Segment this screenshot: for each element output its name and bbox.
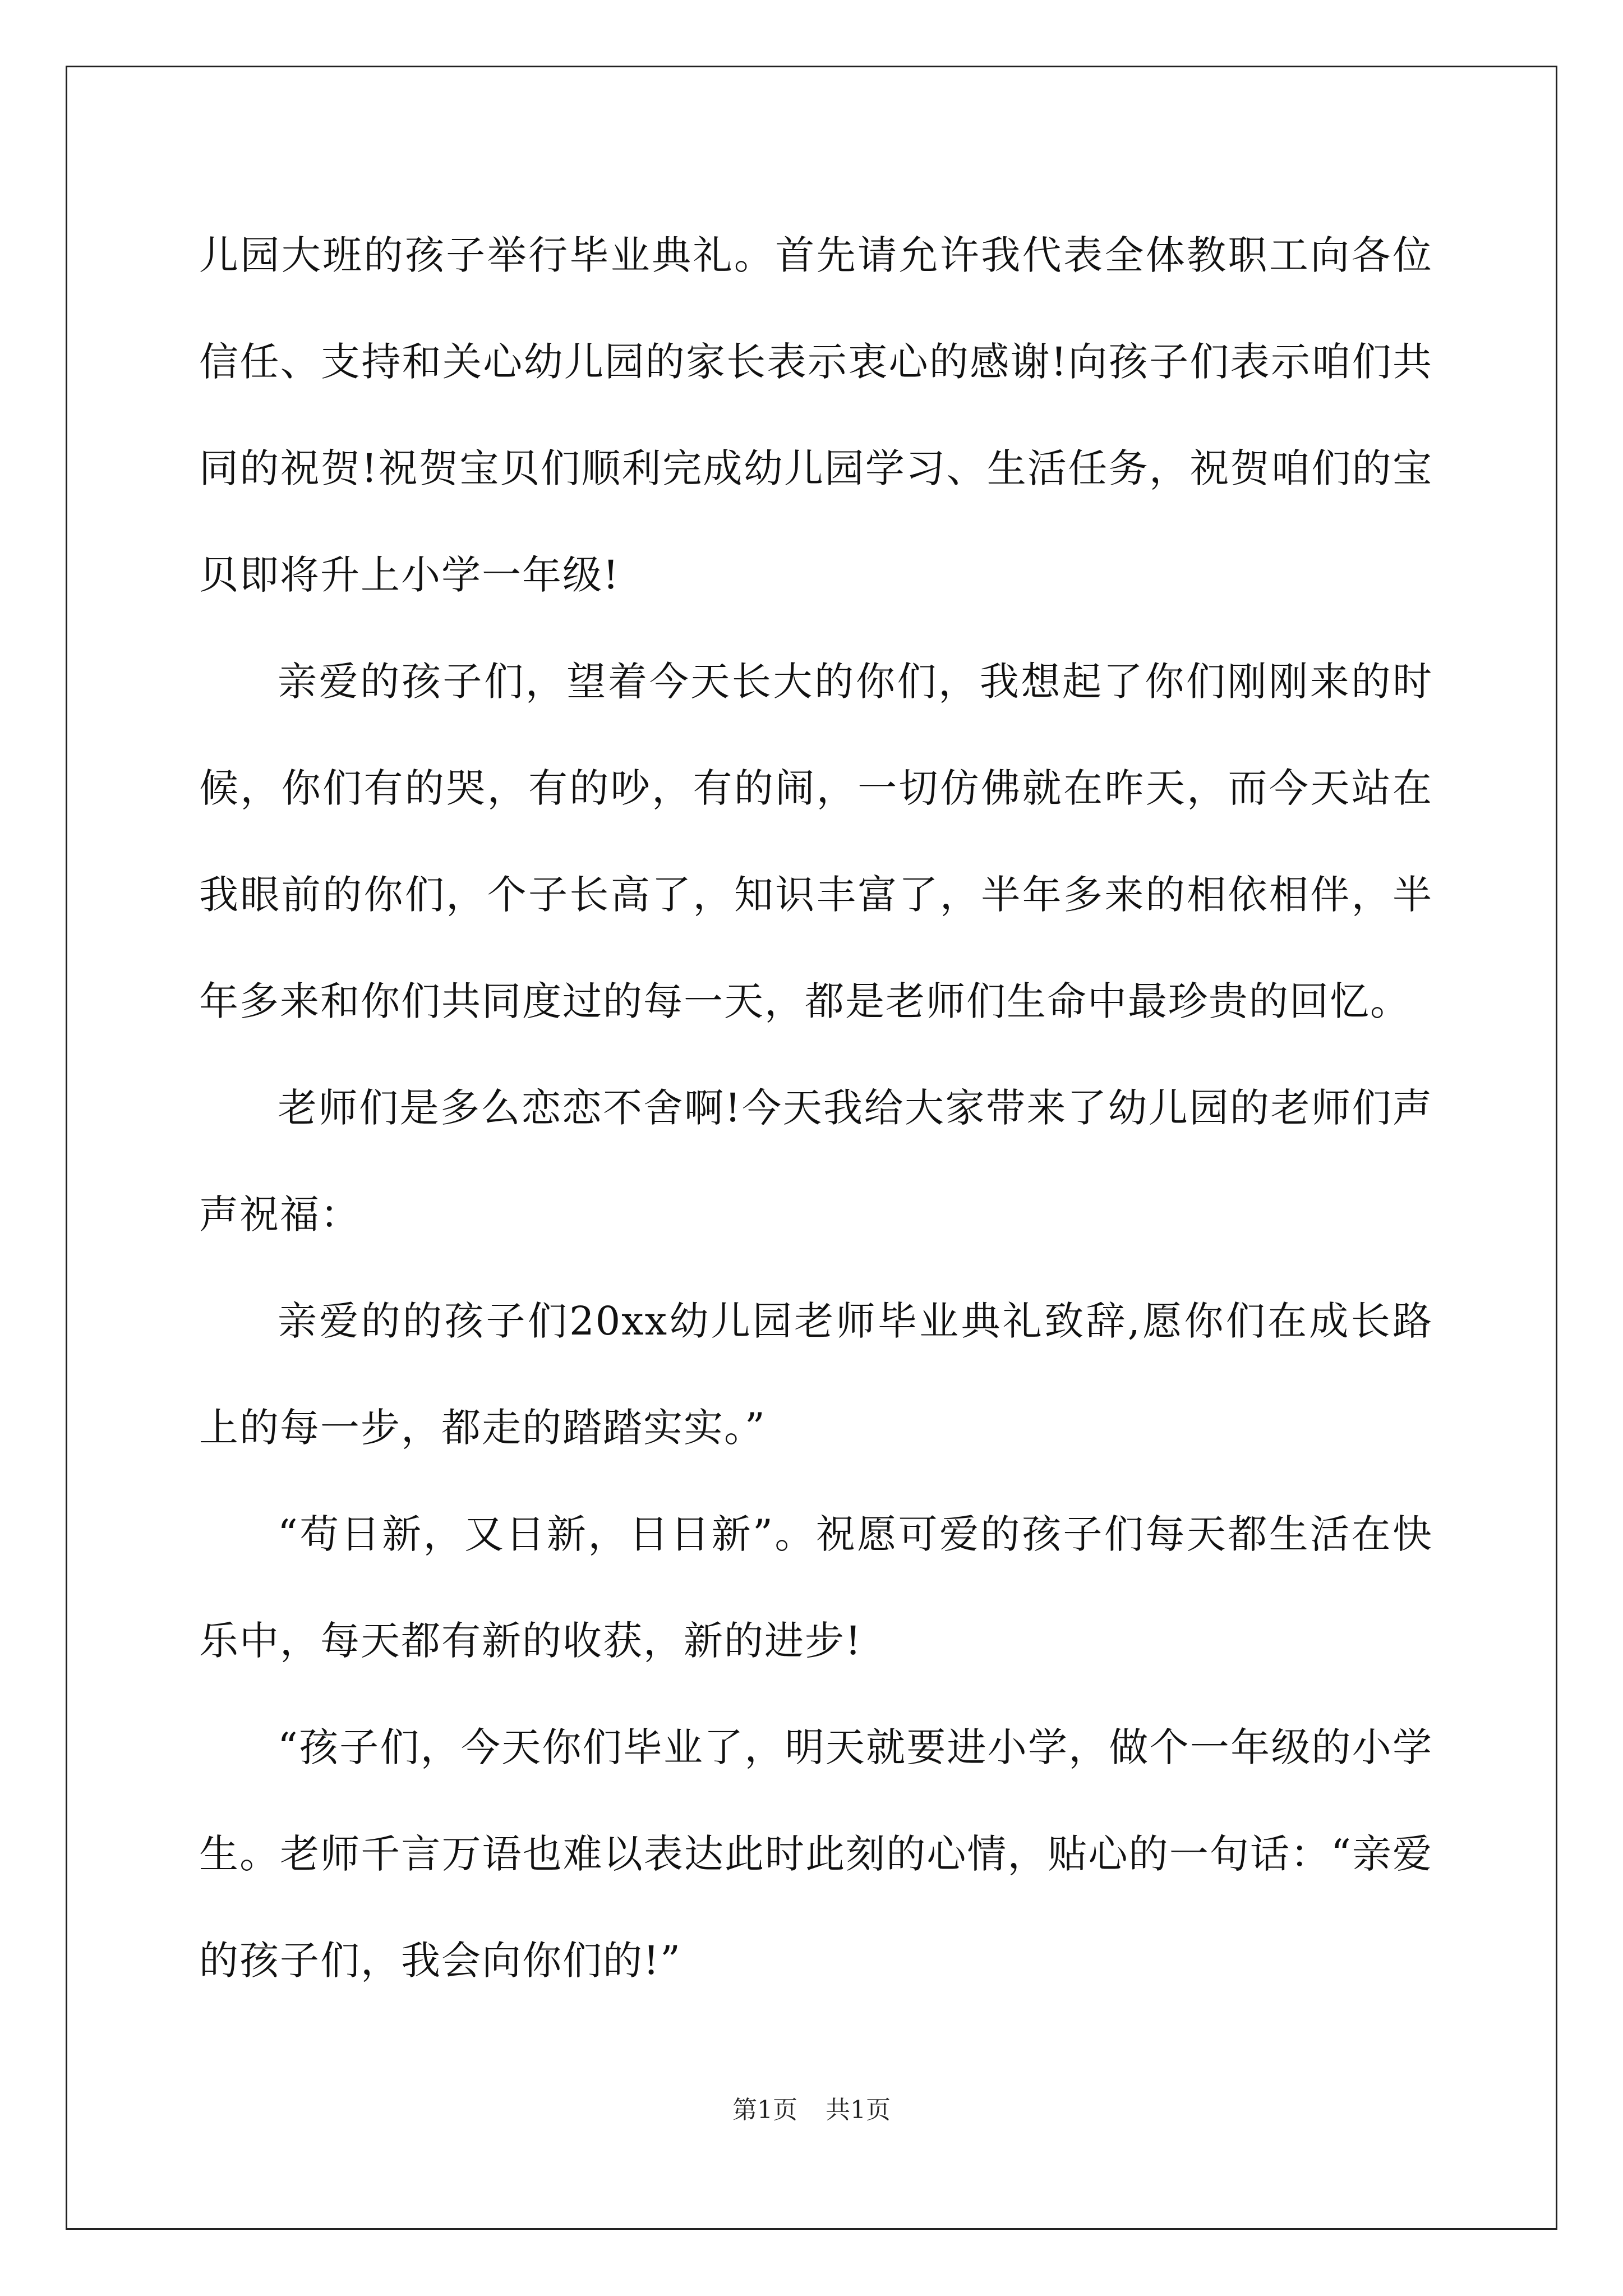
- page-number: 第1页: [732, 2096, 797, 2124]
- paragraph-5: “苟日新，又日新，日日新”。祝愿可爱的孩子们每天都生活在快乐中，每天都有新的收获，新的进步!: [199, 1511, 1433, 1664]
- page-total: 共1页: [826, 2096, 891, 2124]
- paragraph-3: 老师们是多么恋恋不舍啊!今天我给大家带来了幼儿园的老师们声声祝福：: [199, 1085, 1433, 1237]
- document-body: [199, 202, 1433, 2014]
- paragraph-2: 亲爱的孩子们，望着今天长大的你们，我想起了你们刚刚来的时候，你们有的哭，有的吵，有的闹，一切仿佛就在昨天，而今天站在我眼前的你们，个子长高了，知识丰富了，半年多来的相依相伴，半年多来和你们共同度过的每一天，都是老师们生命中最珍贵的回忆。: [199, 659, 1433, 1024]
- page-footer: [0, 2090, 1623, 2125]
- paragraph-1: 儿园大班的孩子举行毕业典礼。首先请允许我代表全体教职工向各位信任、支持和关心幼儿园的家长表示衷心的感谢!向孩子们表示咱们共同的祝贺!祝贺宝贝们顺利完成幼儿园学习、生活任务，祝贺咱们的宝贝即将升上小学一年级!: [199, 232, 1433, 598]
- paragraph-4: 亲爱的的孩子们20xx幼儿园老师毕业典礼致辞,愿你们在成长路上的每一步，都走的踏踏实实。”: [199, 1298, 1433, 1451]
- paragraph-6: “孩子们，今天你们毕业了，明天就要进小学，做个一年级的小学生。老师千言万语也难以表达此时此刻的心情，贴心的一句话：“亲爱的孩子们，我会向你们的!”: [199, 1724, 1433, 1984]
